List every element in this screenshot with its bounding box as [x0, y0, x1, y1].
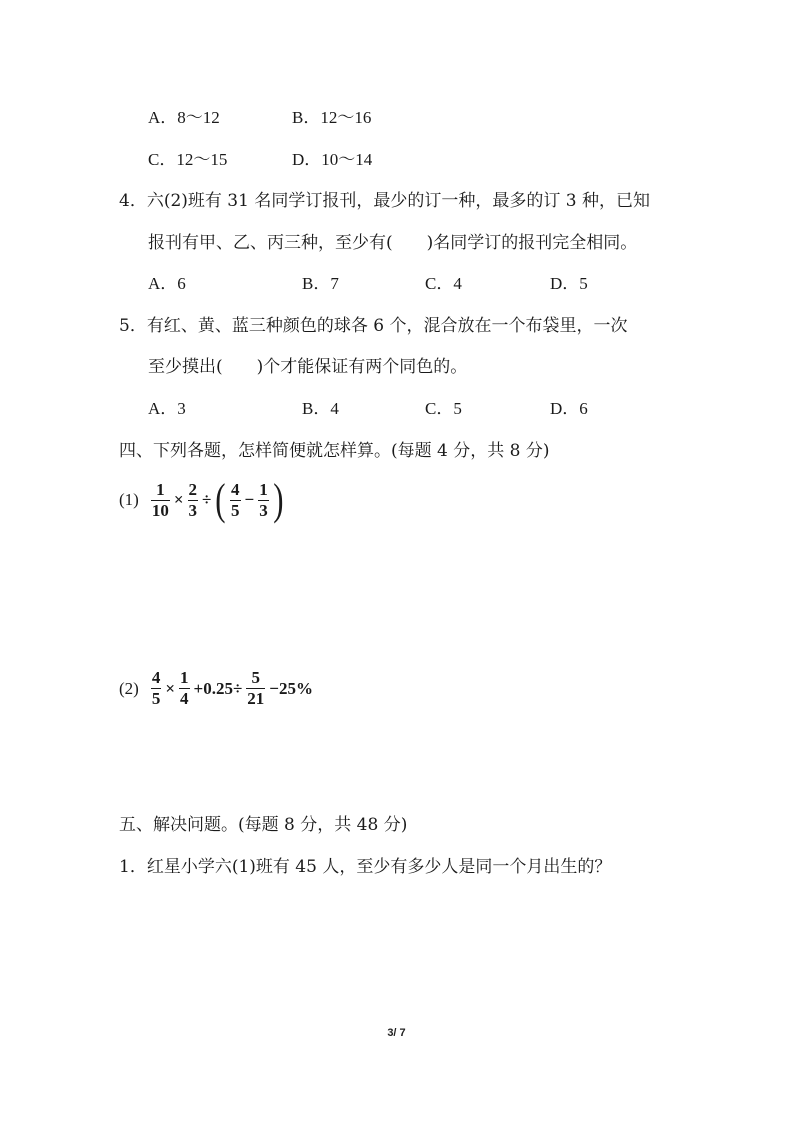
numerator: 5	[251, 668, 261, 687]
denominator: 5	[151, 689, 161, 708]
denominator: 10	[151, 500, 169, 520]
section5-q1: 1．红星小学六(1)班有 45 人，至少有多少人是同一个月出生的？	[119, 857, 612, 877]
operator: +0.25÷	[193, 678, 243, 698]
page-number: 3/ 7	[387, 1027, 406, 1039]
q4-option-a: A．6	[148, 274, 186, 293]
numerator: 1	[259, 479, 268, 499]
problem-1-expression	[119, 475, 285, 524]
option-text: 8～12	[177, 108, 220, 127]
option-letter: A．	[148, 108, 178, 127]
q4-line1: 4．六(2)班有 31 名同学订报刊，最少的订一种，最多的订 3 种，已知	[119, 191, 650, 211]
q5-option-b: B．4	[302, 399, 339, 418]
denominator: 5	[231, 500, 240, 520]
option-letter: B．	[292, 108, 321, 127]
problem-2-label: (2)	[119, 678, 139, 698]
q5-option-c: C．5	[425, 399, 462, 418]
fraction	[151, 668, 162, 709]
fraction	[230, 480, 241, 521]
operator: −	[244, 490, 255, 509]
fraction	[179, 668, 190, 709]
option-text: 12～16	[320, 108, 372, 127]
problem-2-expression	[119, 668, 315, 709]
q5-line1: 5．有红、黄、蓝三种颜色的球各 6 个，混合放在一个布袋里，一次	[119, 316, 628, 336]
section5-title: 五、解决问题。(每题 8 分，共 48 分)	[119, 815, 408, 835]
numerator: 1	[156, 479, 165, 499]
q3-option-b	[292, 107, 371, 129]
fraction	[151, 480, 170, 521]
denominator: 3	[188, 500, 198, 520]
numerator: 4	[231, 479, 240, 499]
q4-option-b: B．7	[302, 274, 339, 293]
q4-option-c: C．4	[425, 274, 462, 293]
operator: ÷	[202, 490, 212, 509]
left-paren: (	[215, 475, 226, 524]
q5-option-d: D．6	[550, 399, 588, 418]
q3-option-c	[148, 149, 227, 171]
q4-line2: 报刊有甲、乙、丙三种，至少有( )名同学订的报刊完全相同。	[148, 233, 638, 253]
option-text: 10～14	[321, 150, 373, 169]
operator: −25%	[269, 678, 313, 698]
denominator: 4	[180, 689, 189, 708]
numerator: 1	[180, 668, 189, 687]
problem-1-label: (1)	[119, 490, 139, 509]
option-letter: D．	[292, 150, 322, 169]
q3-option-d	[292, 149, 372, 171]
q5-line2: 至少摸出( )个才能保证有两个同色的。	[148, 357, 468, 377]
q5-option-a: A．3	[148, 399, 186, 418]
denominator: 3	[259, 500, 268, 520]
numerator: 2	[188, 479, 198, 499]
denominator: 21	[247, 689, 265, 708]
section4-title: 四、下列各题，怎样简便就怎样算。(每题 4 分，共 8 分)	[119, 441, 550, 461]
option-text: 12～15	[176, 150, 228, 169]
operator: ×	[165, 678, 176, 698]
q4-option-d: D．5	[550, 274, 588, 293]
fraction	[188, 480, 199, 521]
fraction	[258, 480, 269, 521]
q3-option-a	[148, 107, 220, 129]
operator: ×	[173, 490, 184, 509]
numerator: 4	[151, 668, 161, 687]
fraction	[246, 668, 265, 709]
option-letter: C．	[148, 150, 177, 169]
right-paren: )	[272, 475, 284, 524]
